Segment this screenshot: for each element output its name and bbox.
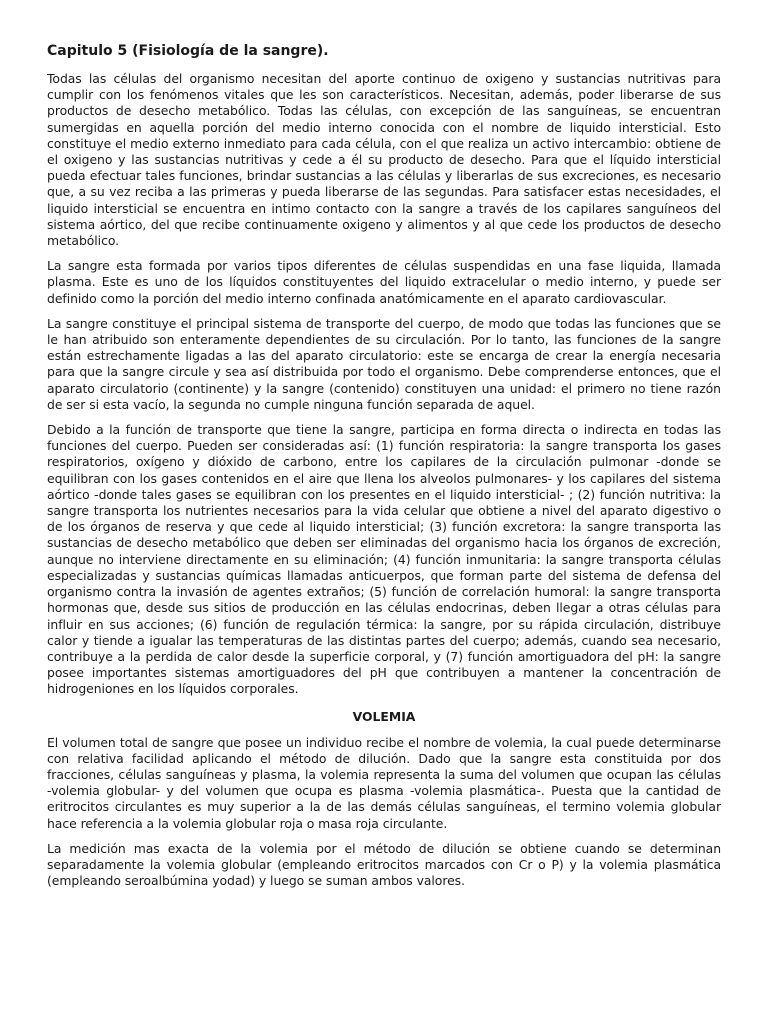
paragraph-volemia-2: La medición mas exacta de la volemia por el método de dilución se obtiene cuando se determinan separadamente la volemia globular (empleando eritrocitos marcados con Cr o P) y la volemia plasmática (empleando seroalbúmina yodad) y luego se suman ambos valores.: [47, 840, 721, 889]
paragraph-intro-3: La sangre constituye el principal sistema de transporte del cuerpo, de modo que todas las funciones que se le han atribuido son enteramente dependientes de su circulación. Por lo tanto, las funciones de la sangre están estrechamente ligadas a las del aparato circulatorio: este se encarga de crear la energía necesaria para que la sangre circule y sea así distribuida por todo el organismo. Debe comprenderse entonces, que el aparato circulatorio (continente) y la sangre (contenido) constituyen una unidad: el primero no tiene razón de ser si esta vacío, la segunda no cumple ninguna función separada de aquel.: [47, 315, 721, 412]
document-title: Capitulo 5 (Fisiología de la sangre).: [47, 43, 329, 59]
paragraph-intro-4: Debido a la función de transporte que tiene la sangre, participa en forma directa o indirecta en todas las funciones del cuerpo. Pueden ser consideradas así: (1) función respiratoria: la sangre transporta los gases respiratorios, oxígeno y dióxido de carbono, entre los capilares de la circulación pulmonar -donde se equilibran con los gases contenidos en el aire que llena los alveolos pulmonares- y los capilares del sistema aórtico -donde tales gases se equilibran con los presentes en el liquido intersticial- ; (2) función nutritiva: la sangre transporta los nutrientes necesarios para la vida celular que obtiene a nivel del aparato digestivo o de los órganos de reserva y que cede al liquido intersticial; (3) función excretora: la sangre transporta las sustancias de desecho metabólico que deben ser eliminadas del organismo hacia los órganos de excreción, aunque no interviene directamente en su eliminación; (4) función inmunitaria: la sangre transporta células especializadas y sustancias químicas llamadas anticuerpos, que forman parte del sistema de defensa del organismo contra la invasión de agentes extraños; (5) función de correlación humoral: la sangre transporta hormonas que, desde sus sitios de producción en las células endocrinas, deben llegar a otras células para influir en sus acciones; (6) función de regulación térmica: la sangre, por su rápida circulación, distribuye calor y tiende a igualar las temperaturas de las distintas partes del cuerpo; además, cuando sea necesario, contribuye a la perdida de calor desde la superficie corporal, y (7) función amortiguadora del pH: la sangre posee importantes sistemas amortiguadores del pH que contribuyen a mantener la concentración de hidrogeniones en los líquidos corporales.: [47, 422, 721, 697]
paragraph-intro-2: La sangre esta formada por varios tipos diferentes de células suspendidas en una fase liquida, llamada plasma. Este es uno de los líquidos constituyentes del liquido extracelular o medio interno, y puede ser definido como la porción del medio interno confinada anatómicamente en el aparato cardiovascular.: [47, 258, 721, 306]
paragraph-volemia-1: El volumen total de sangre que posee un individuo recibe el nombre de volemia, la cual puede determinarse con relativa facilidad aplicando el método de dilución. Dado que la sangre esta constituida por dos fracciones, células sanguíneas y plasma, la volemia representa la suma del volumen que ocupan las células -volemia globular- y del volumen que ocupa es plasma -volemia plasmática-. Puesta que la cantidad de eritrocitos circulantes es muy superior a la de las demás células sanguíneas, el termino volemia globular hace referencia a la volemia globular roja o masa roja circulante.: [47, 734, 721, 831]
paragraph-intro-1: Todas las células del organismo necesitan del aporte continuo de oxigeno y sustancias nutritivas para cumplir con los fenómenos vitales que les son característicos. Necesitan, además, poder liberarse de sus productos de desecho metabólico. Todas las células, con excepción de las sanguíneas, se encuentran sumergidas en aquella porción del medio interno conocida con el nombre de liquido intersticial. Esto constituye el medio externo inmediato para cada célula, con el que realiza un activo intercambio: obtiene de el oxigeno y las sustancias nutritivas y cede a él su producto de desecho. Para que el líquido intersticial pueda efectuar tales funciones, brindar sustancias a las células y liberarlas de sus excreciones, es necesario que, a su vez reciba a las primeras y pueda liberarse de las segundas. Para satisfacer estas necesidades, el liquido intersticial se encuentra en intimo contacto con la sangre a través de los capilares sanguíneos del sistema aórtico, del que recibe continuamente oxigeno y alimentos y al que cede los productos de desecho metabólico.: [47, 71, 721, 249]
document-page: [47, 40, 721, 898]
section-heading-volemia: VOLEMIA: [352, 708, 416, 724]
